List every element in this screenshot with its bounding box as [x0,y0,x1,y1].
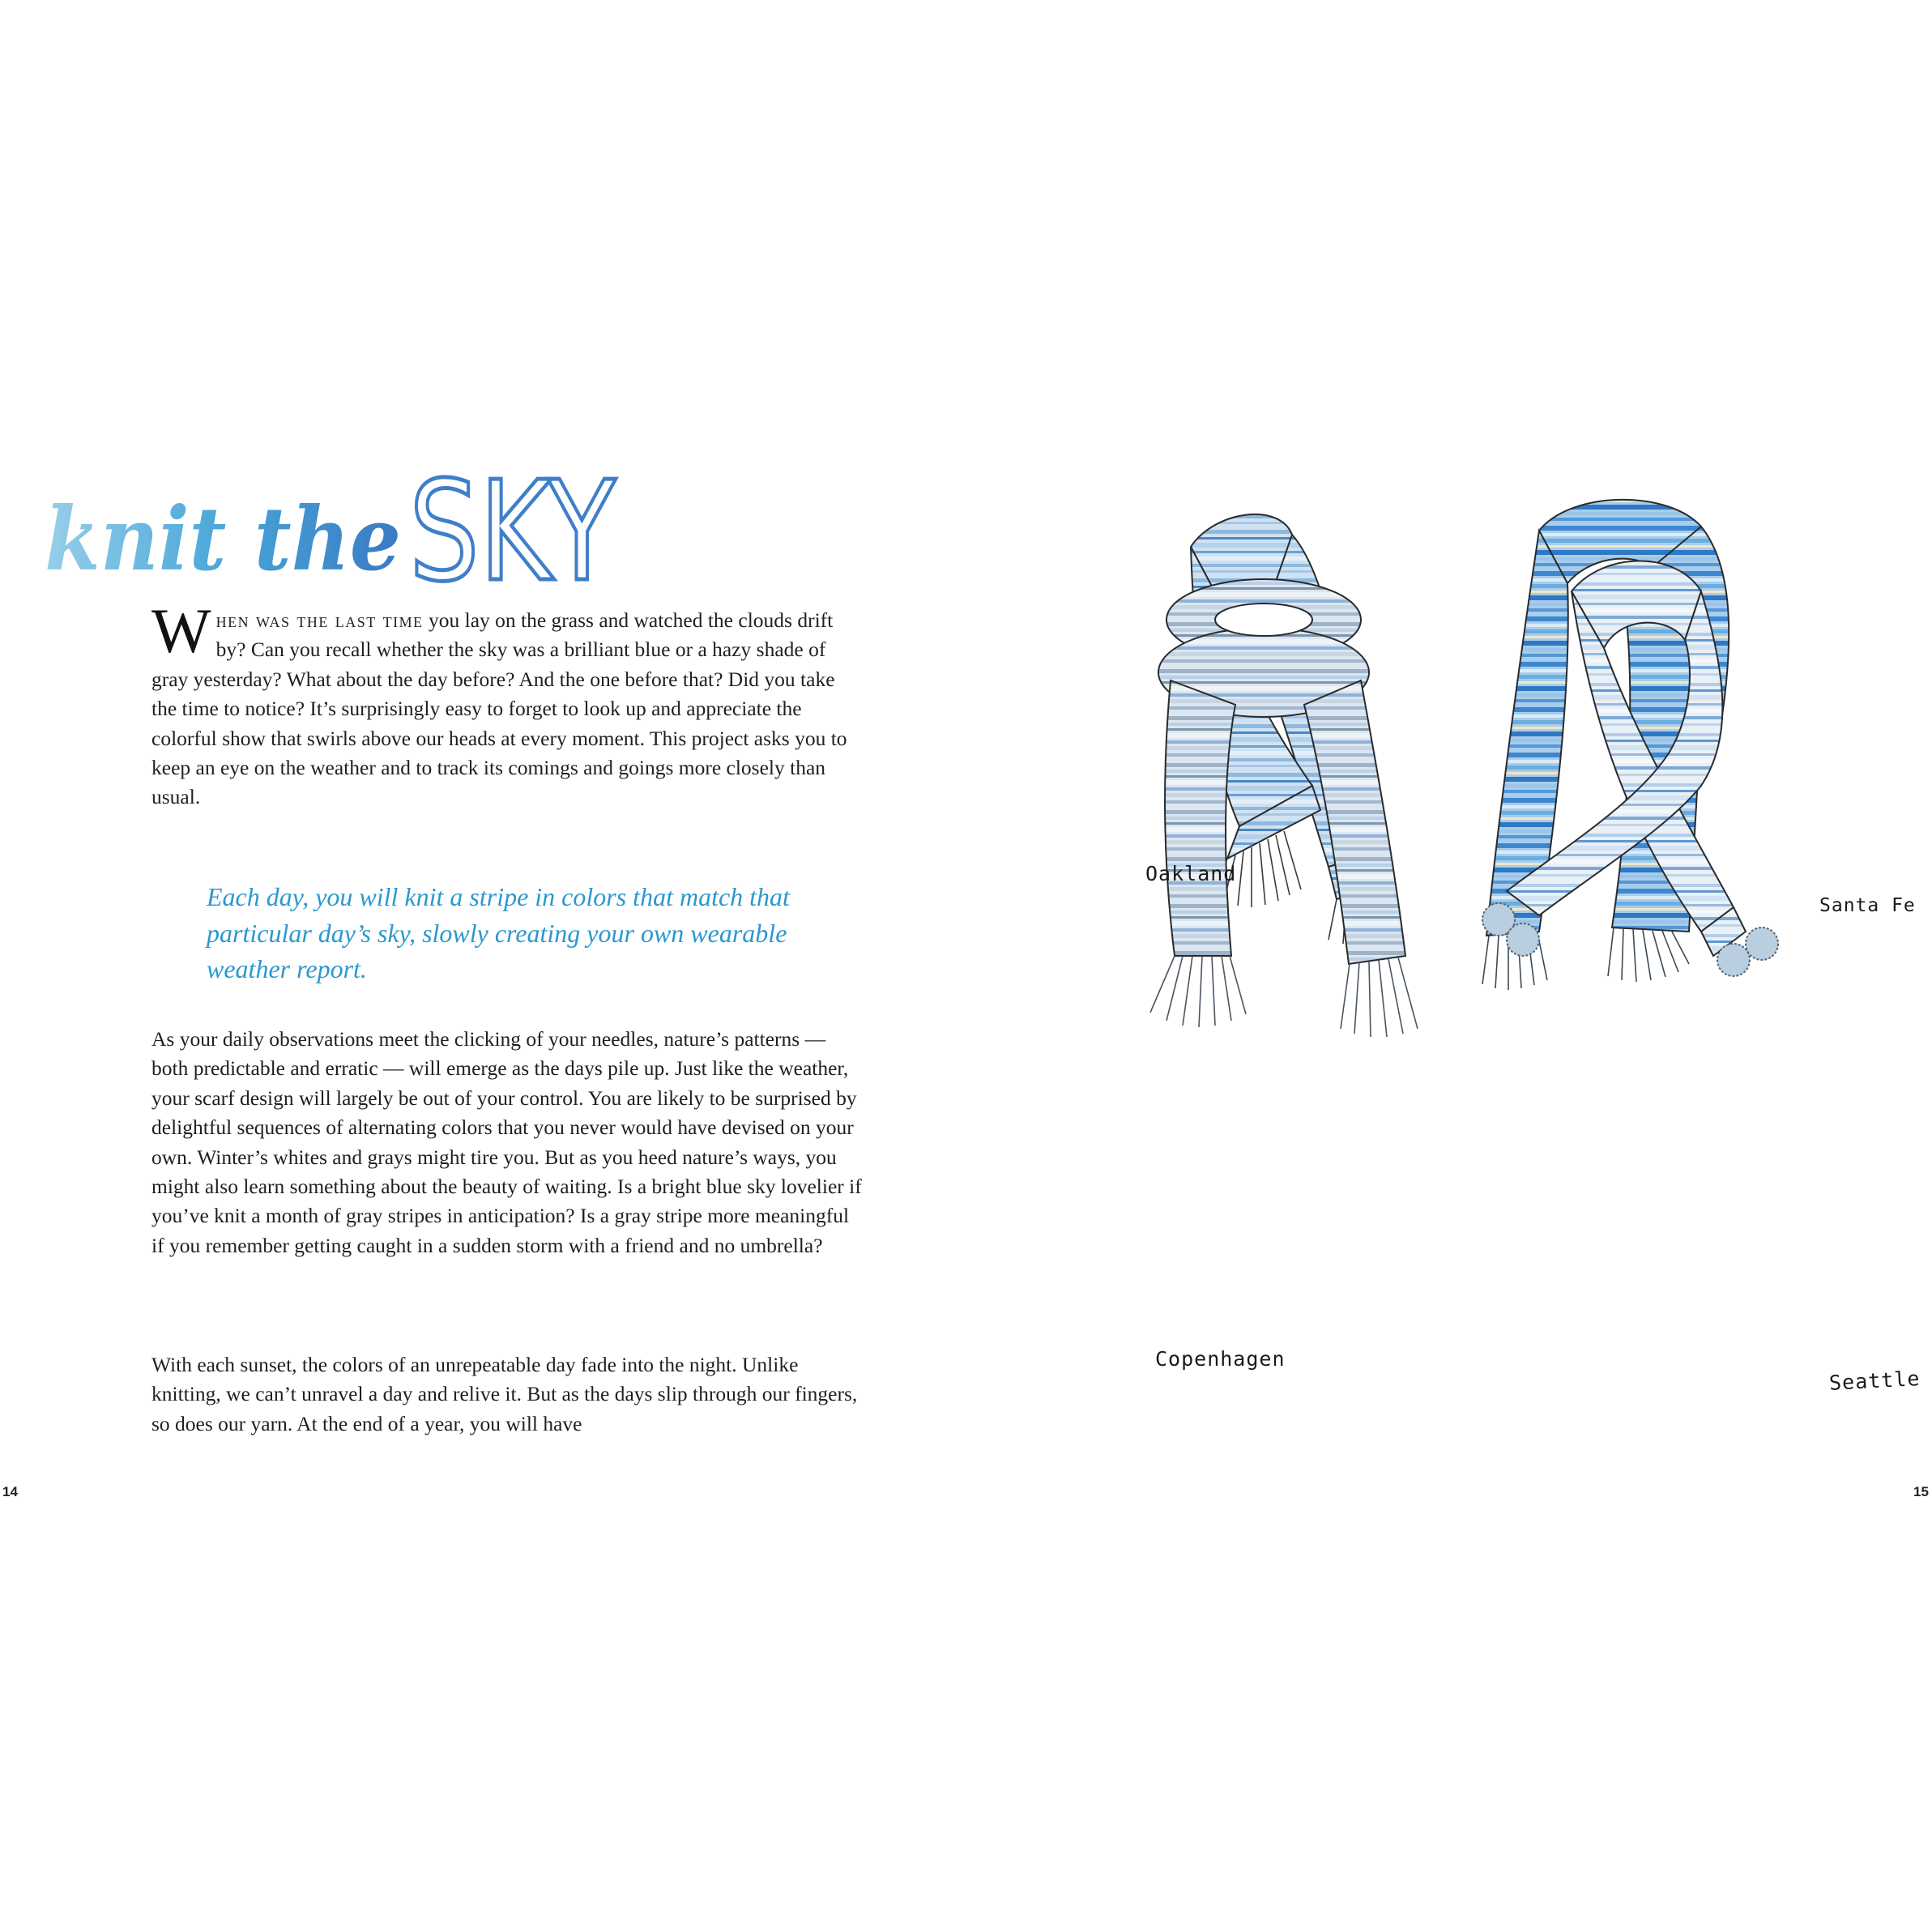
city-label-santa-fe: Santa Fe [1819,895,1916,916]
title-sky: SKY [409,452,616,612]
scarf-drawings [1118,478,1928,1450]
body-paragraph-2: As your daily observations meet the clicking of your needles, nature’s patterns — both predictable and erratic — will emerge as the days pile up. Just like the weather, your scarf design will largely be out of your control. You are likely to be surprised by delightful sequences of alternating colors that you never would have devised on your own. Winter’s whites and grays might tire you. But as you heed nature’s ways, you might also learn something about the beauty of waiting. Is a bright blue sky lovelier if you’ve knit a month of gray stripes in anticipation? Is a gray stripe more meaningful if you remember getting caught in a sudden storm with a friend and no umbrella? [151,1027,862,1257]
title-lettering [41,450,624,612]
page-number-left: 14 [2,1484,18,1499]
drop-cap: W [151,595,211,666]
fringe-copenhagen [1150,956,1418,1037]
city-label-copenhagen: Copenhagen [1155,1347,1286,1371]
intro-paragraph [151,595,864,812]
body-paragraph-3: With each sunset, the colors of an unrepeatable day fade into the night. Unlike knitting, we can’t unravel a day and relive it. But as the days slip through our fingers, so does our yarn. At the end of a year, you will have [151,1353,858,1435]
scarf-illustrations [1118,478,1928,1450]
page-title [41,450,624,612]
pull-quote: Each day, you will knit a stripe in colors that match that particular day’s sky, slowly creating your own wearable weather report. [207,882,790,983]
intro-text: you lay on the grass and watched the clouds drift by? Can you recall whether the sky was a brilliant blue or a hazy shade of gray yesterday? What about the day before? And the one before that? Did you take the time to notice? It’s surprisingly easy to forget to look up and appreciate the colorful show that swirls above our heads at every moment. This project asks you to keep an eye on the weather and to track its comings and goings more closely than usual. [151,608,847,809]
city-label-seattle: Seattle [1828,1367,1921,1395]
city-label-oakland: Oakland [1145,862,1237,885]
title-script: knit the [45,488,401,591]
page-number-right: 15 [1913,1484,1929,1499]
intro-smallcaps: hen was the last time [215,608,424,632]
